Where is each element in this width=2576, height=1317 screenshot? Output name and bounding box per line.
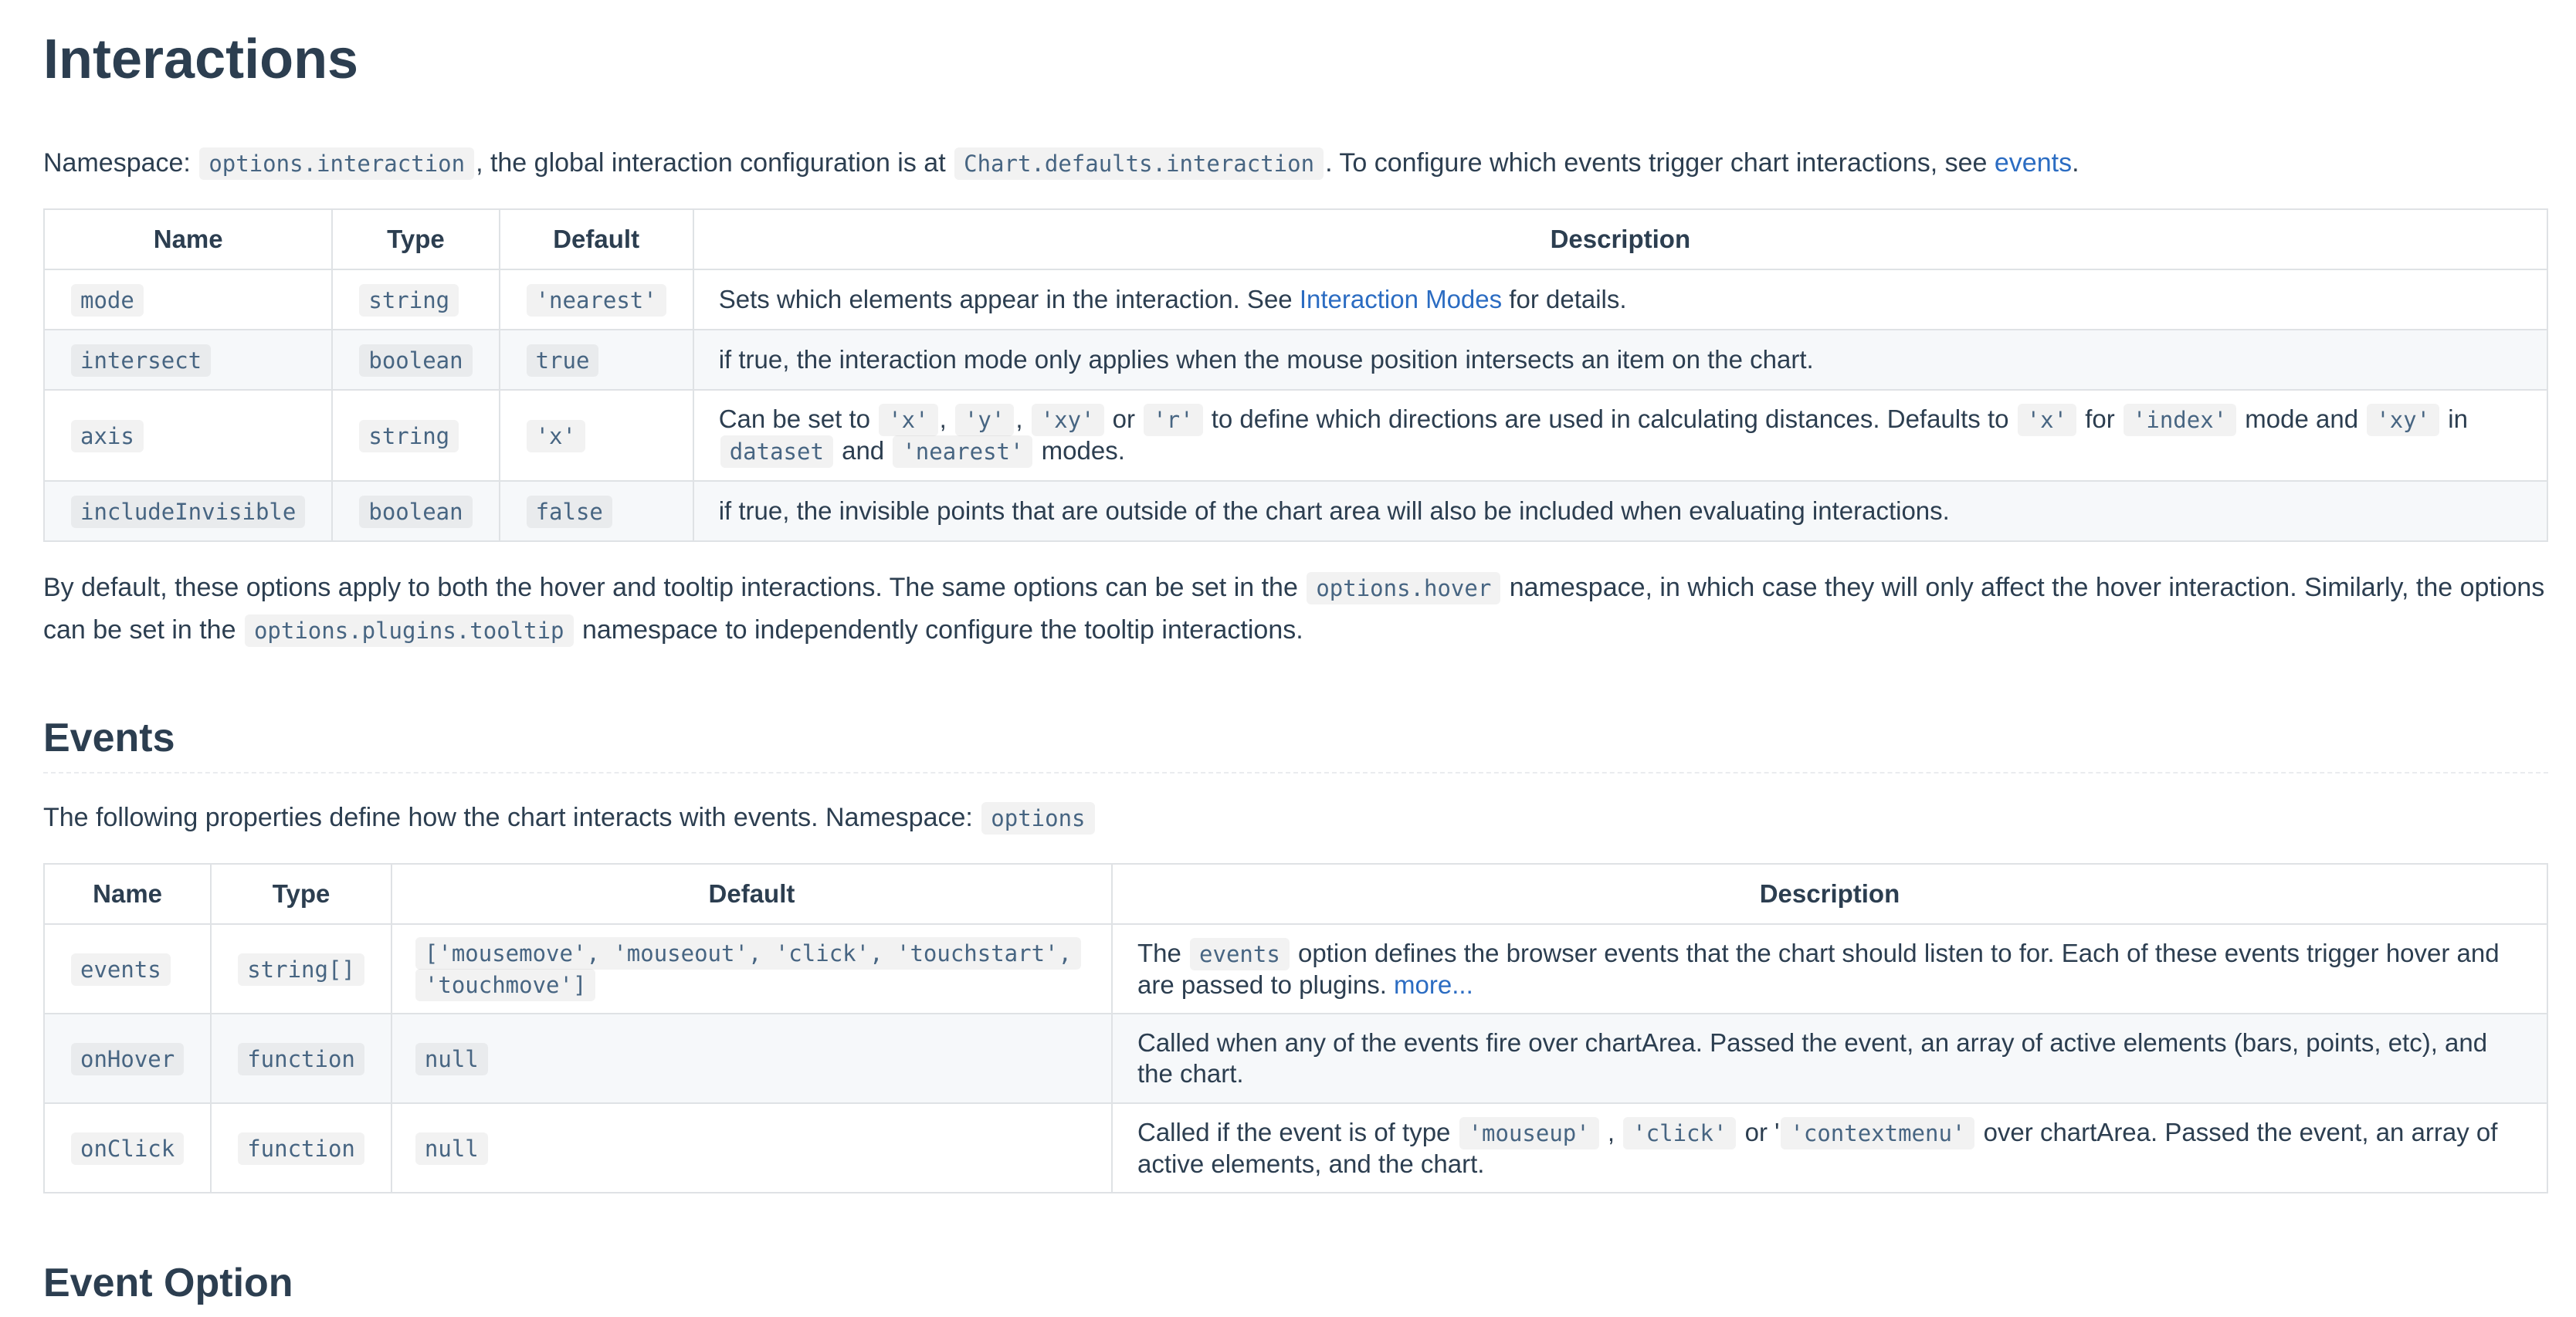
- table-header-row: [44, 864, 2547, 924]
- option-name: onHover: [71, 1043, 184, 1075]
- table-row: [44, 269, 2547, 330]
- option-type: string[]: [238, 953, 364, 986]
- table-row: [44, 481, 2547, 541]
- option-default: null: [415, 1132, 488, 1165]
- option-default: ['mousemove', 'mouseout', 'click', 'touchstart',: [415, 937, 1081, 970]
- table-row: [44, 390, 2547, 481]
- option-name: axis: [71, 420, 144, 452]
- option-description: Called if the event is of type 'mouseup' , 'click' or ' 'contextmenu' over chartArea. Passed the event, an array of active elements, and the chart.: [1112, 1103, 2547, 1193]
- table-row: [44, 924, 2547, 1014]
- page-title: Interactions: [43, 29, 359, 90]
- interaction-modes-link[interactable]: Interaction Modes: [1299, 285, 1503, 313]
- table-row: [44, 1103, 2547, 1193]
- option-type: string: [359, 284, 459, 317]
- inline-code: events: [1190, 938, 1290, 970]
- inline-code: 'y': [955, 404, 1014, 436]
- column-header: Type: [211, 864, 391, 924]
- section-title-events: Events: [43, 707, 2548, 774]
- option-type: string: [359, 420, 459, 452]
- events-intro: The following properties define how the chart interacts with events. Namespace: options: [43, 797, 2548, 838]
- inline-code: 'contextmenu': [1781, 1117, 1974, 1149]
- column-header: Description: [1112, 864, 2547, 924]
- option-default: 'x': [527, 420, 585, 452]
- interactions-note: By default, these options apply to both the hover and tooltip interactions. The same options can be set in the options.hover namespace, in which case they will only affect the hover interaction. Similarly, the options can be set in the options.plugins.tooltip namespace to independently configure the tooltip interactions.: [43, 567, 2548, 652]
- inline-code: 'nearest': [893, 435, 1032, 468]
- inline-code: options.interaction: [199, 147, 474, 180]
- option-name: mode: [71, 284, 144, 317]
- inline-code: 'xy': [1032, 404, 1104, 436]
- inline-code: options.hover: [1307, 572, 1500, 604]
- inline-code: Chart.defaults.interaction: [954, 147, 1324, 180]
- inline-code: 'index': [2124, 404, 2236, 436]
- column-header: Description: [693, 209, 2547, 269]
- interactions-intro: Namespace: options.interaction , the global interaction configuration is at Chart.defaults.interaction . To configure which events trigger chart interactions, see events.: [43, 142, 2548, 184]
- inline-code: 'mouseup': [1459, 1117, 1599, 1149]
- option-description: The events option defines the browser events that the chart should listen to for. Each of these events trigger hover and are passed to plugins. more...: [1112, 924, 2547, 1014]
- interaction-options-table: [43, 208, 2548, 542]
- option-type: boolean: [359, 496, 472, 528]
- column-header: Name: [44, 209, 332, 269]
- option-type: boolean: [359, 344, 472, 377]
- table-row: [44, 330, 2547, 390]
- option-name: events: [71, 953, 171, 986]
- option-name: onClick: [71, 1132, 184, 1165]
- inline-code: 'click': [1623, 1117, 1736, 1149]
- inline-code: dataset: [720, 435, 833, 468]
- events-options-table: [43, 863, 2548, 1193]
- column-header: Default: [500, 209, 693, 269]
- option-default: true: [527, 344, 599, 377]
- option-description: if true, the interaction mode only applies when the mouse position intersects an item on the chart.: [693, 330, 2547, 390]
- option-default: 'nearest': [527, 284, 666, 317]
- option-name: includeInvisible: [71, 496, 305, 528]
- option-default: 'touchmove']: [415, 969, 596, 1001]
- column-header: Type: [332, 209, 499, 269]
- events-link[interactable]: events: [1994, 148, 2073, 178]
- option-description: Called when any of the events fire over chartArea. Passed the event, an array of active elements (bars, points, etc), and the chart.: [1112, 1014, 2547, 1103]
- option-type: function: [238, 1132, 364, 1165]
- table-row: [44, 1014, 2547, 1103]
- option-default: false: [527, 496, 612, 528]
- option-description: Sets which elements appear in the interaction. See Interaction Modes for details.: [693, 269, 2547, 330]
- option-description: if true, the invisible points that are outside of the chart area will also be included when evaluating interactions.: [693, 481, 2547, 541]
- option-description: Can be set to 'x' , 'y' , 'xy' or 'r' to define which directions are used in calculating distances. Defaults to 'x' for 'index' mode and 'xy' in dataset and 'nearest' modes.: [693, 390, 2547, 481]
- inline-code: 'r': [1144, 404, 1202, 436]
- column-header: Default: [391, 864, 1112, 924]
- inline-code: 'xy': [2367, 404, 2439, 436]
- inline-code: options.plugins.tooltip: [245, 614, 574, 647]
- inline-code: 'x': [879, 404, 937, 436]
- inline-code: 'x': [2018, 404, 2076, 436]
- option-default: null: [415, 1043, 488, 1075]
- section-title-event-option: Event Option: [43, 1261, 293, 1305]
- option-type: function: [238, 1043, 364, 1075]
- inline-code: options: [981, 802, 1094, 835]
- column-header: Name: [44, 864, 211, 924]
- option-name: intersect: [71, 344, 211, 377]
- more-link[interactable]: more...: [1394, 970, 1473, 999]
- table-header-row: [44, 209, 2547, 269]
